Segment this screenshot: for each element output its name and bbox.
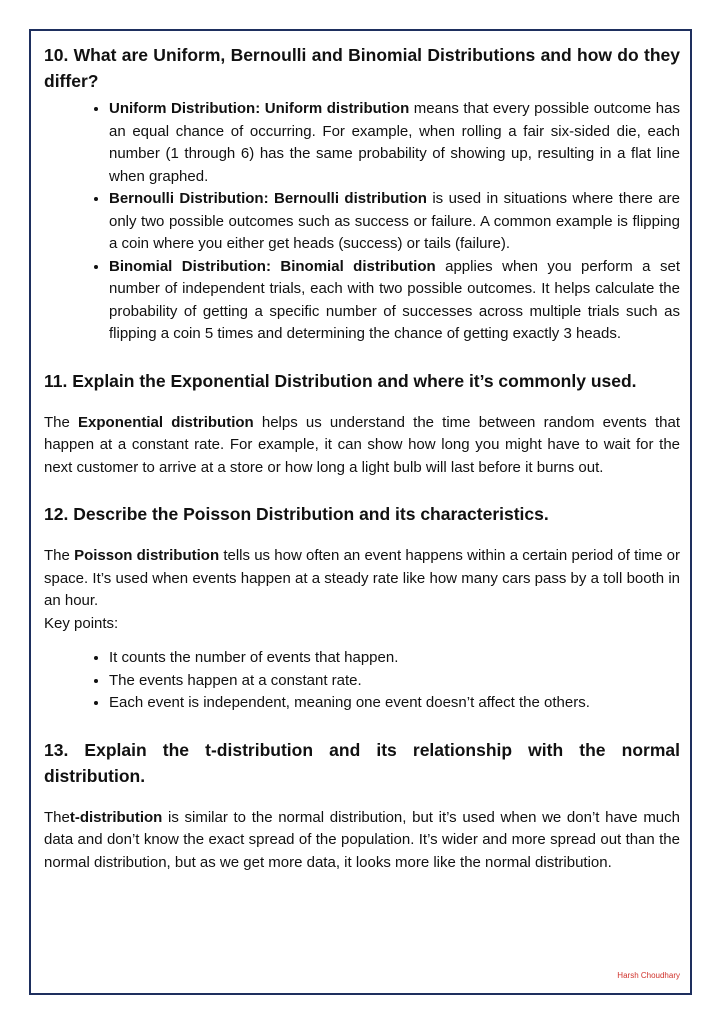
q10-item-uniform	[109, 98, 680, 188]
q10-item-bold: Bernoulli Distribution: Bernoulli distribution	[109, 190, 427, 207]
q13-bold: t-distribution	[69, 808, 163, 826]
q10-item-binomial	[109, 256, 680, 346]
q10-item-text: is used in situations where there are only two possible outcomes such as success or failure. A common example is flipping a coin where you either get heads (success) or tails (failure).	[109, 190, 680, 252]
q12-point: • The events happen at a constant rate.	[109, 670, 680, 693]
q12-key-points-label: Key points:	[44, 614, 119, 632]
q12-heading: 12. Describe the Poisson Distribution and its characteristics.	[44, 504, 549, 524]
q11-pre: The	[44, 413, 79, 431]
q13-pre: The	[44, 808, 70, 826]
q12-points-list	[44, 647, 680, 715]
q10-item-bold: Uniform Distribution: Uniform distribution	[109, 100, 410, 117]
q10-list	[44, 98, 680, 346]
q12-text: tells us how often an event happens within a certain period of time or space. It’s used when events happen at a steady rate like how many cars pass by a toll booth in an hour.	[44, 547, 680, 609]
q11-heading: 11. Explain the Exponential Distribution and where it’s commonly used.	[44, 370, 637, 391]
q12-pre: The	[44, 547, 75, 564]
q13-paragraph	[44, 807, 680, 875]
q10-item-bold: Binomial Distribution: Binomial distribution	[109, 257, 436, 275]
author-credit: Harsh Choudhary	[617, 971, 680, 980]
q10-item-bernoulli	[109, 188, 680, 256]
q11-bold: Exponential distribution	[78, 413, 254, 431]
document-content	[44, 42, 680, 874]
q11-paragraph	[44, 412, 680, 480]
q13-heading: 13. Explain the t-distribution and its relationship with the normal distribution.	[44, 739, 680, 786]
q10-item-text: applies when you perform a set number of independent trials, each with two possible outcomes. It helps calculate the probability of getting a specific number of successes across multiple trials such as flipping a coin 5 times and determining the chance of getting exactly 3 heads.	[109, 257, 680, 342]
q12-point: • It counts the number of events that happen.	[109, 647, 680, 670]
q12-paragraph	[44, 545, 680, 613]
q12-point: • Each event is independent, meaning one event doesn’t affect the others.	[109, 692, 680, 715]
q13-text: is similar to the normal distribution, but it’s used when we don’t have much data and don’t know the exact spread of the population. It’s wider and more spread out than the normal distribution, but as we get more data, it looks more like the normal distribution.	[44, 808, 680, 871]
q11-text: helps us understand the time between random events that happen at a constant rate. For example, it can show how long you might have to wait for the next customer to arrive at a store or how long a light bulb will last before it burns out.	[44, 413, 680, 476]
q10-heading: 10. What are Uniform, Bernoulli and Binomial Distributions and how do they differ?	[44, 45, 680, 91]
q12-bold: Poisson distribution	[74, 547, 220, 564]
q10-item-text: means that every possible outcome has an equal chance of occurring. For example, when rolling a fair six-sided die, each number (1 through 6) has the same probability of showing up, resulting in a flat line when graphed.	[109, 100, 680, 185]
